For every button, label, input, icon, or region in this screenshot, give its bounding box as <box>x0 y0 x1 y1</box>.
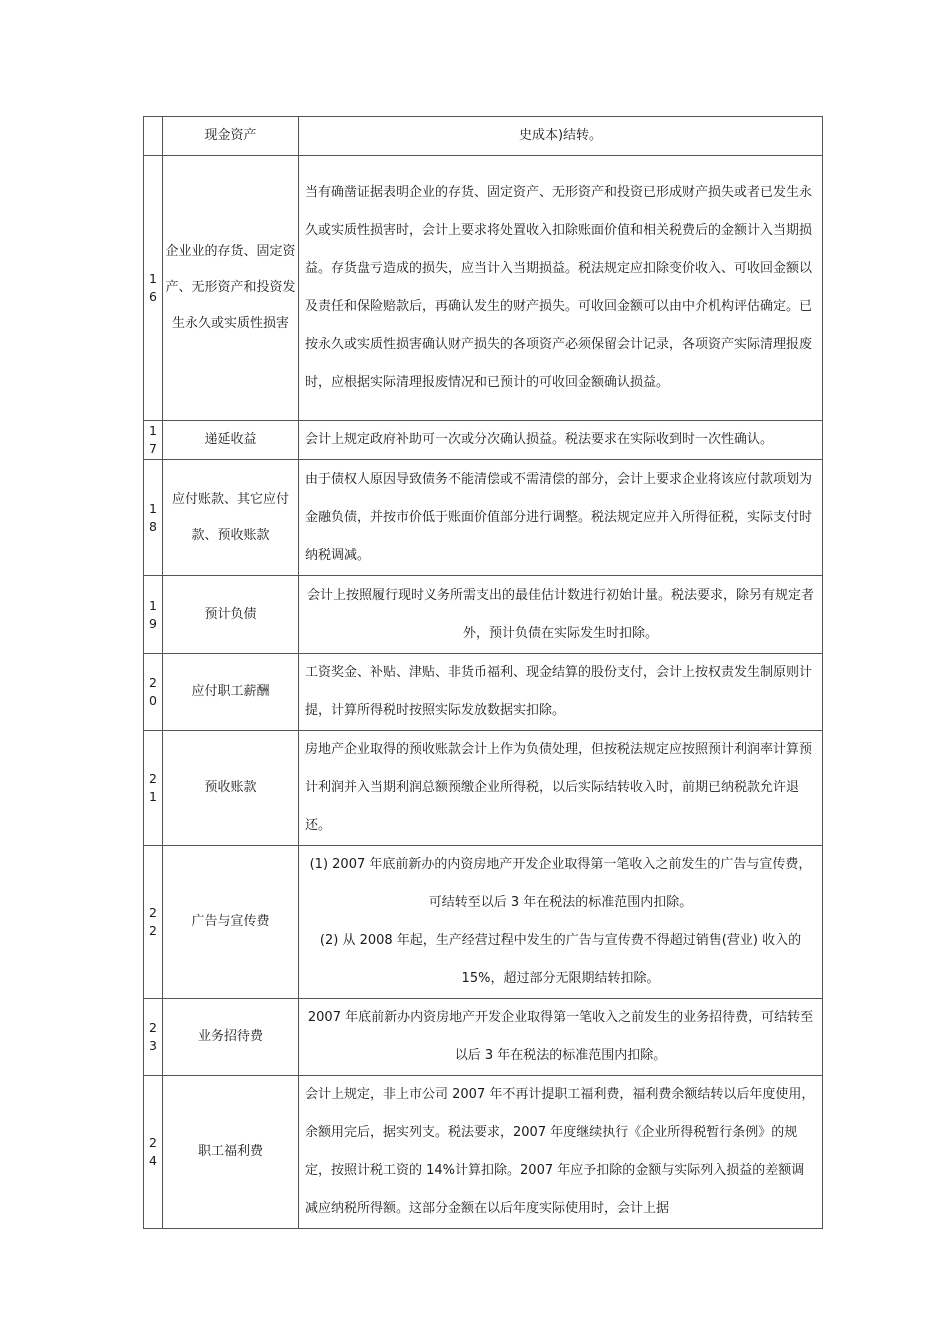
item-label: 业务招待费 <box>197 1029 263 1044</box>
item-label: 现金资产 <box>204 128 257 143</box>
item-label: 应付职工薪酬 <box>191 684 270 699</box>
item-label: 预收账款 <box>204 780 257 795</box>
item-label: 职工福利费 <box>197 1144 263 1159</box>
table-row <box>144 156 823 421</box>
row-number-digit: 1 <box>149 271 157 286</box>
description-cell <box>299 117 823 156</box>
row-number-digit: 6 <box>149 289 157 304</box>
table-row <box>144 576 823 654</box>
description-text: 会计上规定，非上市公司 2007 年不再计提职工福利费，福利费余额结转以后年度使用，余额用完后，据实列支。税法要求，2007 年度继续执行《企业所得税暂行条例》的规定，按照计税工资的 14%计算扣除。2007 年应予扣除的金额与实际列入损益的差额调减应纳税所得额。这部分金额在以后年度实际使用时，会计上据 <box>305 1087 815 1216</box>
row-number-digit: 1 <box>149 597 157 613</box>
table-row <box>144 654 823 731</box>
row-number-digit: 1 <box>149 423 157 438</box>
row-number-digit: 2 <box>149 905 157 920</box>
item-label: 预计负债 <box>204 606 257 622</box>
row-number <box>144 654 163 731</box>
row-number <box>144 460 163 576</box>
row-number-digit: 2 <box>149 923 157 938</box>
row-number <box>144 1076 163 1229</box>
row-number <box>144 421 163 460</box>
description-cell <box>299 999 823 1076</box>
table-row <box>144 846 823 999</box>
description-text: (1) 2007 年底前新办的内资房地产开发企业取得第一笔收入之前发生的广告与宣传费，可结转至以后 3 年在税法的标准范围内扣除。 <box>309 857 812 910</box>
item-cell <box>163 117 299 156</box>
row-number <box>144 731 163 846</box>
description-text: 由于债权人原因导致债务不能清偿或不需清偿的部分，会计上要求企业将该应付款项划为金融负债，并按市价低于账面价值部分进行调整。税法规定应并入所得征税，实际支付时纳税调减。 <box>305 471 813 563</box>
row-number-digit: 1 <box>149 789 157 804</box>
row-number <box>144 846 163 999</box>
row-number-digit: 4 <box>149 1153 157 1168</box>
description-cell <box>299 1076 823 1229</box>
description-text: 会计上规定政府补助可一次或分次确认损益。税法要求在实际收到时一次性确认。 <box>305 432 774 447</box>
row-number-digit: 3 <box>149 1038 157 1053</box>
table-row <box>144 731 823 846</box>
tax-difference-table <box>143 116 823 1229</box>
row-number-digit: 2 <box>149 1135 157 1150</box>
item-cell <box>163 156 299 421</box>
description-text: 房地产企业取得的预收账款会计上作为负债处理，但按税法规定应按照预计利润率计算预计利润并入当期利润总额预缴企业所得税，以后实际结转收入时，前期已纳税款允许退还。 <box>305 742 813 833</box>
description-text: (2) 从 2008 年起，生产经营过程中发生的广告与宣传费不得超过销售(营业) 收入的 15%，超过部分无限期结转扣除。 <box>319 933 802 986</box>
table-row <box>144 999 823 1076</box>
item-label: 应付账款、其它应付款、预收账款 <box>171 491 289 543</box>
item-cell <box>163 846 299 999</box>
description-cell <box>299 156 823 421</box>
row-number <box>144 156 163 421</box>
item-label: 递延收益 <box>204 432 257 447</box>
item-cell <box>163 576 299 654</box>
row-number-digit: 8 <box>149 518 157 534</box>
description-cell <box>299 460 823 576</box>
item-cell <box>163 421 299 460</box>
item-cell <box>163 460 299 576</box>
item-cell <box>163 731 299 846</box>
description-cell <box>299 846 823 999</box>
row-number-digit: 2 <box>149 675 157 690</box>
row-number-digit: 1 <box>149 500 157 516</box>
description-text: 会计上按照履行现时义务所需支出的最佳估计数进行初始计量。税法要求，除另有规定者外，预计负债在实际发生时扣除。 <box>306 587 814 641</box>
row-number-digit: 7 <box>149 441 157 456</box>
row-number-digit: 2 <box>149 1020 157 1035</box>
table-row <box>144 421 823 460</box>
item-cell <box>163 654 299 731</box>
row-number <box>144 576 163 654</box>
table-row <box>144 117 823 156</box>
row-number <box>144 117 163 156</box>
row-number-digit: 2 <box>149 771 157 786</box>
item-cell <box>163 999 299 1076</box>
table-row <box>144 1076 823 1229</box>
description-cell <box>299 576 823 654</box>
description-text: 史成本)结转。 <box>518 128 603 143</box>
table-row <box>144 460 823 576</box>
row-number <box>144 999 163 1076</box>
item-cell <box>163 1076 299 1229</box>
description-text: 工资奖金、补贴、津贴、非货币福利、现金结算的股份支付，会计上按权责发生制原则计提，计算所得税时按照实际发放数据实扣除。 <box>305 665 813 718</box>
description-cell <box>299 731 823 846</box>
row-number-digit: 9 <box>149 615 157 631</box>
row-number-digit: 0 <box>149 693 157 708</box>
item-label: 企业业的存货、固定资产、无形资产和投资发生永久或实质性损害 <box>165 244 296 331</box>
description-cell <box>299 421 823 460</box>
description-text: 2007 年底前新办内资房地产开发企业取得第一笔收入之前发生的业务招待费，可结转至以后 3 年在税法的标准范围内扣除。 <box>307 1010 814 1063</box>
description-cell <box>299 654 823 731</box>
description-text: 当有确凿证据表明企业的存货、固定资产、无形资产和投资已形成财产损失或者已发生永久或实质性损害时，会计上要求将处置收入扣除账面价值和相关税费后的金额计入当期损益。存货盘亏造成的损失，应当计入当期损益。税法规定应扣除变价收入、可收回金额以及责任和保险赔款后，再确认发生的财产损失。可收回金额可以由中介机构评估确定。已按永久或实质性损害确认财产损失的各项资产必须保留会计记录，各项资产实际清理报废时，应根据实际清理报废情况和已预计的可收回金额确认损益。 <box>305 185 813 390</box>
item-label: 广告与宣传费 <box>191 914 270 929</box>
